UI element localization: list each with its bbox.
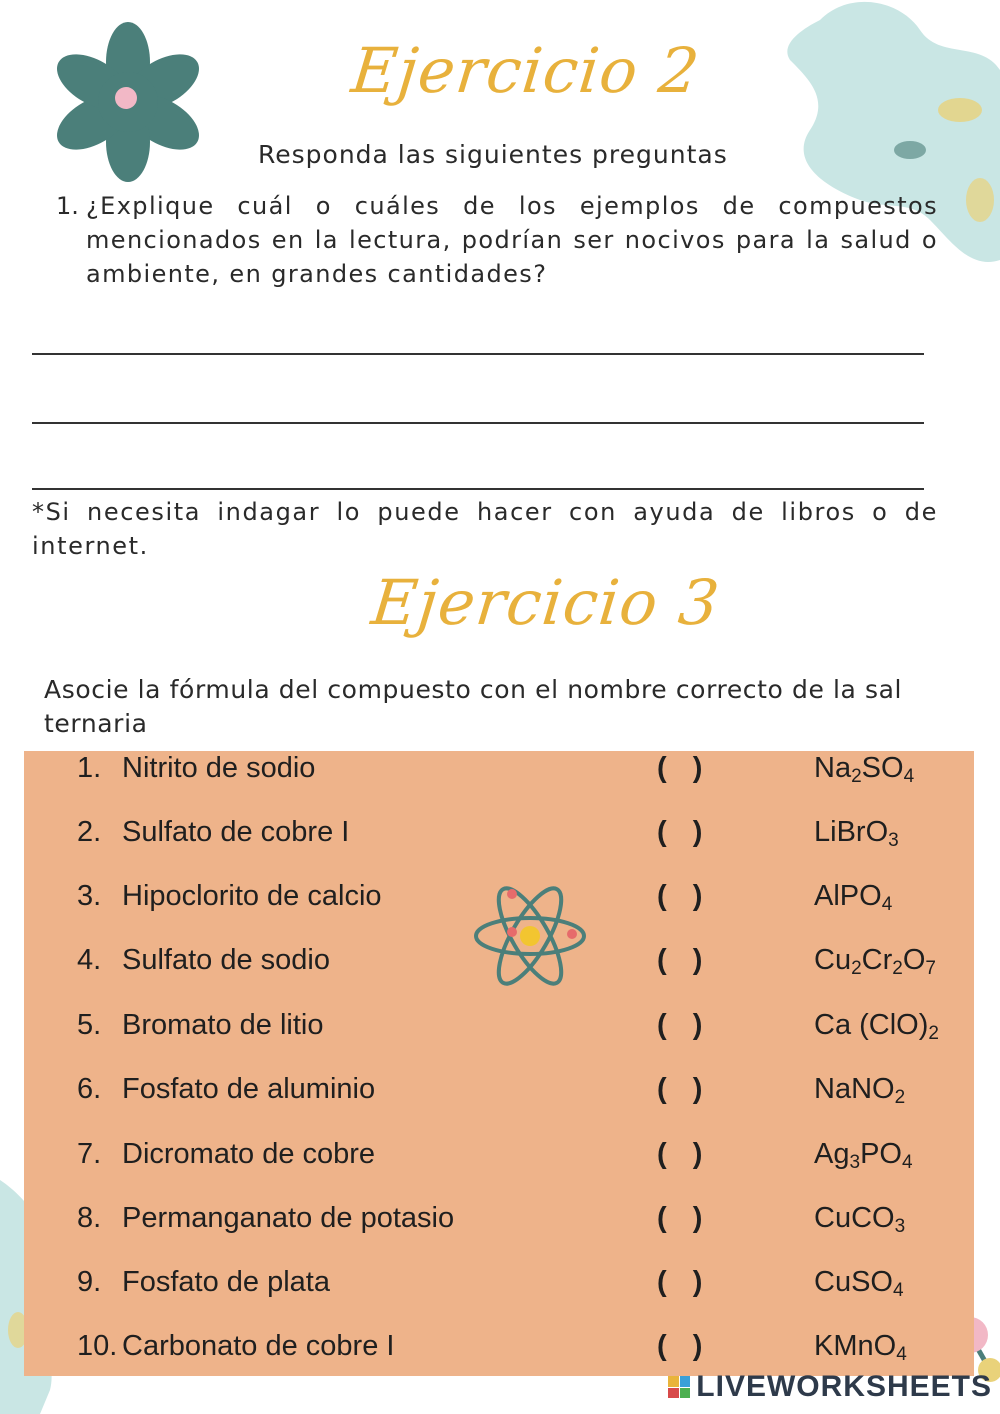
answer-parentheses[interactable]: ( ) [657, 880, 705, 912]
compound-formula: $Cu_2Cr_2O_7$ [814, 944, 936, 979]
compound-name: Dicromato de cobre [122, 1138, 376, 1170]
compound-formula: CuSO$_4$ [814, 1266, 904, 1301]
answer-line-1[interactable] [32, 353, 924, 355]
liveworksheets-logo [668, 1370, 992, 1404]
exercise-2-title: Ejercicio 2 [348, 34, 704, 107]
table-row [24, 1073, 974, 1137]
compound-formula: LiBrO$_3$ [814, 816, 899, 851]
answer-parentheses[interactable]: ( ) [657, 1266, 705, 1298]
flower-decoration [48, 22, 208, 182]
row-number: 7. [77, 1138, 102, 1170]
question-number: 1. [56, 192, 79, 220]
row-number: 4. [77, 944, 102, 976]
answer-line-3[interactable] [32, 488, 924, 490]
compound-formula: KMnO$_4$ [814, 1330, 907, 1365]
compound-name: Nitrito de sodio [122, 752, 316, 784]
compound-formula: $Ag_3PO_4$ [814, 1138, 913, 1173]
compound-name: Sulfato de cobre I [122, 816, 350, 848]
compound-name: Bromato de litio [122, 1009, 324, 1041]
table-row [24, 1138, 974, 1202]
compound-name: Permanganato de potasio [122, 1202, 455, 1234]
liveworksheets-icon [668, 1376, 690, 1398]
compound-name: Fosfato de aluminio [122, 1073, 376, 1105]
question-text: ¿Explique cuál o cuáles de los ejemplos de compuestos mencionados en la lectura, podrían ser nocivos para la salud o ambiente, en grandes cantidades? [86, 192, 938, 288]
answer-parentheses[interactable]: ( ) [657, 752, 705, 784]
answer-parentheses[interactable]: ( ) [657, 944, 705, 976]
compound-formula: $Na_2SO_4$ [814, 752, 915, 787]
exercise-3-title: Ejercicio 3 [368, 566, 724, 639]
answer-parentheses[interactable]: ( ) [657, 1138, 705, 1170]
compound-name: Sulfato de sodio [122, 944, 330, 976]
row-number: 8. [77, 1202, 102, 1234]
answer-parentheses[interactable]: ( ) [657, 1073, 705, 1105]
table-row [24, 1009, 974, 1073]
compound-name: Fosfato de plata [122, 1266, 330, 1298]
table-row [24, 1266, 974, 1330]
exercise-3-instructions: Asocie la fórmula del compuesto con el nombre correcto de la sal ternaria [44, 675, 903, 738]
brand-text: LIVEWORKSHEETS [696, 1370, 992, 1403]
answer-parentheses[interactable]: ( ) [657, 816, 705, 848]
row-number: 2. [77, 816, 102, 848]
row-number: 6. [77, 1073, 102, 1105]
table-row [24, 880, 974, 944]
table-row [24, 752, 974, 816]
row-number: 5. [77, 1009, 102, 1041]
compound-formula: NaNO$_2$ [814, 1073, 906, 1108]
table-row [24, 816, 974, 880]
table-row [24, 944, 974, 1008]
answer-parentheses[interactable]: ( ) [657, 1009, 705, 1041]
answer-line-2[interactable] [32, 422, 924, 424]
compound-name: Hipoclorito de calcio [122, 880, 382, 912]
row-number: 10. [77, 1330, 118, 1362]
row-number: 1. [77, 752, 102, 784]
compound-formula: AlPO$_4$ [814, 880, 893, 915]
answer-parentheses[interactable]: ( ) [657, 1202, 705, 1234]
research-note: *Si necesita indagar lo puede hacer con ayuda de libros o de internet. [32, 498, 938, 560]
row-number: 3. [77, 880, 102, 912]
row-number: 9. [77, 1266, 102, 1298]
compound-name: Carbonato de cobre I [122, 1330, 395, 1362]
compound-formula: CuCO$_3$ [814, 1202, 906, 1237]
table-row [24, 1202, 974, 1266]
exercise-2-subtitle: Responda las siguientes preguntas [258, 140, 728, 169]
answer-parentheses[interactable]: ( ) [657, 1330, 705, 1362]
compound-formula: Ca $(ClO)_2$ [814, 1009, 939, 1044]
